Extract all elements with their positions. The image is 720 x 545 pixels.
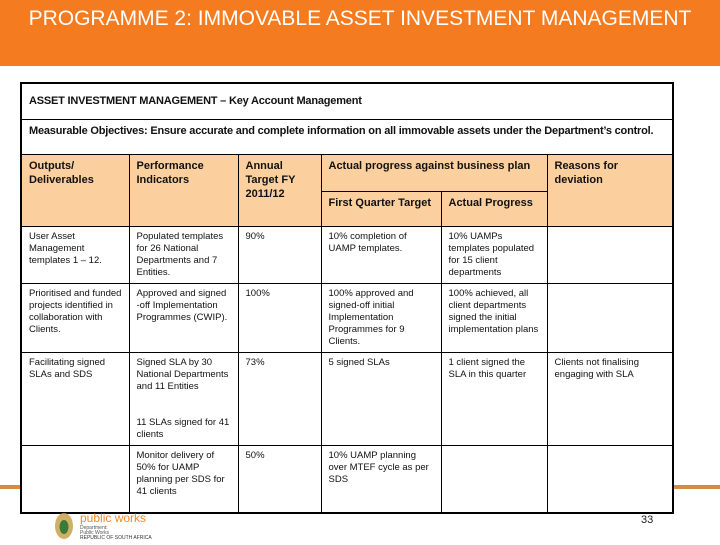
coat-of-arms-icon [52, 511, 252, 540]
indicator-text: Signed SLA by 30 National Departments and 11 Entities [136, 356, 229, 392]
table-row [21, 445, 673, 513]
header-progress: Actual progress against business plan [321, 154, 547, 191]
table-heading: ASSET INVESTMENT MANAGEMENT – Key Account Management [21, 83, 673, 119]
table-row [21, 352, 673, 445]
cell-reason [547, 283, 673, 352]
header-outputs: Outputs/ Deliverables [21, 154, 129, 226]
cell-output [21, 445, 129, 513]
cell-annual: 100% [238, 283, 321, 352]
cell-target: 10% UAMP planning over MTEF cycle as per SDS [321, 445, 441, 513]
slide-title: PROGRAMME 2: IMMOVABLE ASSET INVESTMENT MANAGEMENT [0, 0, 720, 66]
svg-text:Department:: Department: [80, 525, 108, 531]
svg-text:Public Works: Public Works [80, 530, 110, 536]
cell-target: 10% completion of UAMP templates. [321, 226, 441, 283]
cell-target: 5 signed SLAs [321, 352, 441, 445]
table-row [21, 226, 673, 283]
cell-indicator: Monitor delivery of 50% for UAMP planning per SDS for 41 clients [129, 445, 238, 513]
cell-reason: Clients not finalising engaging with SLA [547, 352, 673, 445]
svg-text:REPUBLIC OF SOUTH AFRICA: REPUBLIC OF SOUTH AFRICA [80, 535, 152, 540]
page-number: 33 [641, 514, 654, 526]
cell-actual: 10% UAMPs templates populated for 15 client departments [441, 226, 547, 283]
header-annual-target: Annual Target FY 2011/12 [238, 154, 321, 226]
header-first-quarter: First Quarter Target [321, 191, 441, 226]
header-reasons: Reasons for deviation [547, 154, 673, 226]
svg-text:public works: public works [80, 511, 147, 525]
cell-reason [547, 226, 673, 283]
cell-output: Facilitating signed SLAs and SDS [21, 352, 129, 445]
cell-annual: 90% [238, 226, 321, 283]
indicator-text-2: 11 SLAs signed for 41 clients [136, 416, 230, 440]
cell-output: User Asset Management templates 1 – 12. [21, 226, 129, 283]
cell-target: 100% approved and signed-off initial Implementation Programmes for 9 Clients. [321, 283, 441, 352]
cell-indicator: Approved and signed -off Implementation Programmes (CWIP). [129, 283, 238, 352]
public-works-logo [52, 511, 252, 540]
cell-actual [441, 445, 547, 513]
cell-reason [547, 445, 673, 513]
header-actual-progress: Actual Progress [441, 191, 547, 226]
key-account-table [20, 82, 674, 514]
cell-actual: 100% achieved, all client departments signed the initial implementation plans [441, 283, 547, 352]
cell-annual: 73% [238, 352, 321, 445]
cell-actual: 1 client signed the SLA in this quarter [441, 352, 547, 445]
cell-output: Prioritised and funded projects identified in collaboration with Clients. [21, 283, 129, 352]
header-indicators: Performance Indicators [129, 154, 238, 226]
measurable-objectives: Measurable Objectives: Ensure accurate and complete information on all immovable assets under the Department’s control. [21, 119, 673, 154]
cell-indicator: Populated templates for 26 National Departments and 7 Entities. [129, 226, 238, 283]
cell-annual: 50% [238, 445, 321, 513]
table-row [21, 283, 673, 352]
cell-indicator [129, 352, 238, 445]
